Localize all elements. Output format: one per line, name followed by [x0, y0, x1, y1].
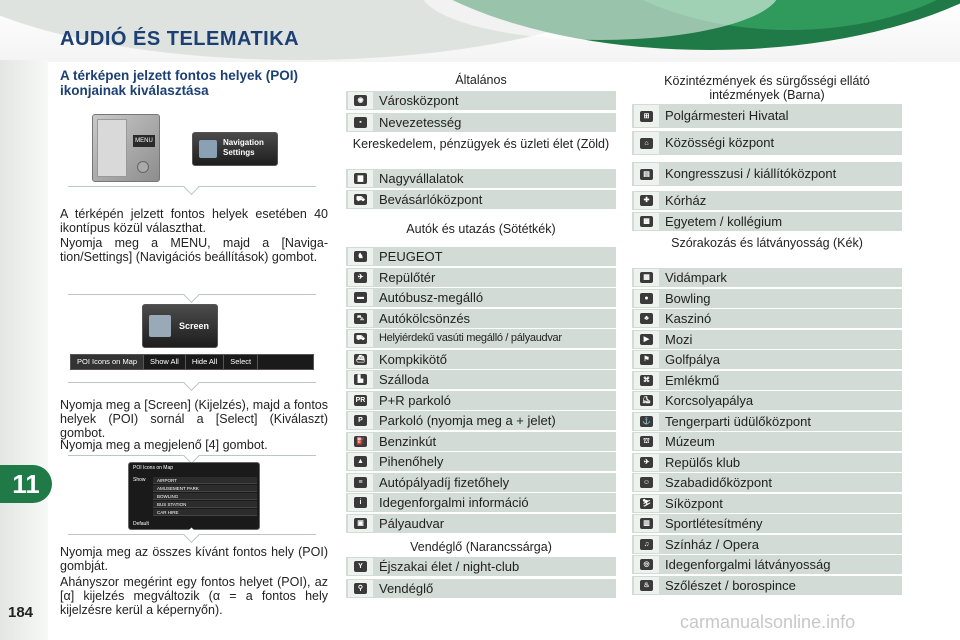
poi-category-row [632, 473, 902, 492]
poi-category-label: Autópályadíj fizetőhely [379, 474, 510, 490]
monument-icon: ⌘ [634, 372, 659, 389]
poi-category-row [346, 432, 616, 451]
poi-category-row [346, 288, 616, 307]
park-and-ride-icon: PR [348, 392, 373, 409]
poi-list-row: AMUSEMENT PARK [153, 485, 257, 492]
poi-category-label: Múzeum [665, 434, 715, 449]
poi-category-label: Éjszakai élet / night-club [379, 559, 520, 574]
poi-category-label: Nagyvállalatok [379, 171, 464, 186]
poi-category-label: Bowling [665, 290, 711, 306]
hospital-icon: ✚ [634, 192, 659, 209]
poi-category-label: Kórház [665, 193, 707, 208]
poi-category-label: Tengerparti üdülőközpont [665, 413, 811, 429]
nav-label-line1: Navigation [223, 138, 264, 147]
chapter-tab: 11 [0, 465, 52, 503]
watermark: carmanualsonline.info [680, 612, 856, 632]
poi-list-image [128, 462, 260, 530]
poi-category-row [346, 557, 616, 576]
poi-category-row [346, 329, 616, 348]
poi-category-label: Kongresszusi / kiállítóközpont [665, 166, 837, 181]
winery-icon: ♨ [634, 577, 659, 594]
poi-category-label: Kompkikötő [379, 351, 447, 367]
poi-category-row [632, 212, 902, 231]
cutlery-icon: ⚲ [348, 580, 373, 597]
poi-category-row [632, 162, 902, 186]
para-screen: Nyomja meg a [Screen] (Kijelzés), majd a fontos helyek (POI) sornál a [Select] (Kiválaszt) gombot. [60, 398, 328, 440]
poi-category-label: Parkoló (nyomja meg a + jelet) [379, 413, 556, 428]
community-centre-icon: ⌂ [634, 132, 659, 154]
poi-category-row [632, 289, 902, 308]
casino-icon: ♣ [634, 310, 659, 327]
poi-category-label: Repülős klub [665, 454, 741, 470]
para-toggle: Ahányszor megérint egy fontos helyet (POI), az [α] kijelzés megváltozik (α = a fontos hely kijelzésre kerül a képernyőn). [60, 575, 328, 617]
poi-category-label: Helyiérdekű vasúti megálló / pályaudvar [379, 332, 562, 344]
university-icon: ▩ [634, 213, 659, 230]
parking-icon: P [348, 412, 373, 429]
poi-category-row [346, 493, 616, 512]
poi-category-row [632, 309, 902, 328]
poi-category-label: Idegenforgalmi információ [379, 495, 529, 510]
poi-category-label: Autóbusz-megálló [379, 290, 484, 305]
poi-category-row [632, 131, 902, 155]
head-unit-image [92, 114, 160, 182]
ferry-icon: ⛴ [348, 351, 373, 368]
hide-all-label: Hide All [186, 355, 224, 369]
poi-category-label: Emlékmű [665, 372, 720, 388]
poi-category-row [632, 412, 902, 431]
cocktail-icon: Y [348, 558, 373, 575]
peugeot-lion-icon: ♞ [348, 248, 373, 265]
category-restaurants-heading: Vendéglő (Narancssárga) [410, 540, 552, 554]
poi-category-row [632, 191, 902, 210]
poi-category-label: Vendéglő [379, 581, 434, 596]
ice-skating-icon: ⛸ [634, 392, 659, 409]
poi-category-row [346, 247, 616, 266]
para-intro: A térképén jelzett fontos helyek esetében 40 ikontípus közül választhat. [60, 207, 328, 235]
poi-category-label: Sportlétesítmény [665, 516, 763, 531]
theatre-icon: ♫ [634, 536, 659, 553]
screen-button-image [142, 304, 218, 348]
divider [68, 382, 316, 392]
poi-list-row: AIRPORT [153, 477, 257, 484]
marina-icon: ⚓ [634, 413, 659, 430]
poi-list-row: CAR HIRE [153, 509, 257, 516]
poi-category-label: Golfpálya [665, 352, 720, 367]
poi-category-label: Szálloda [379, 372, 429, 387]
poi-list-show: Show [133, 477, 146, 483]
car-rental-icon: ⛍ [348, 310, 373, 327]
poi-list-row: BUS STATION [153, 501, 257, 508]
poi-category-row [632, 555, 902, 574]
cinema-icon: ▶ [634, 331, 659, 348]
amusement-park-icon: ▦ [634, 269, 659, 286]
left-band [0, 60, 48, 640]
category-public-heading: Közintézmények és sürgősségi ellátó intézmények (Barna) [664, 74, 870, 102]
poi-category-label: P+R parkoló [379, 392, 451, 408]
show-all-label: Show All [144, 355, 186, 369]
poi-category-row [346, 391, 616, 410]
city-center-icon: ◉ [348, 92, 373, 109]
poi-category-label: Nevezetesség [379, 115, 462, 130]
fuel-pump-icon: ⛽ [348, 433, 373, 450]
poi-category-row [346, 91, 616, 110]
category-leisure-heading: Szórakozás és látványosság (Kék) [671, 236, 863, 250]
poi-category-row [346, 370, 616, 389]
poi-category-row [346, 309, 616, 328]
hotel-bed-icon: ▙ [348, 371, 373, 388]
poi-category-label: Szabadidőközpont [665, 475, 772, 490]
settings-icon [199, 140, 217, 158]
airplane-icon: ✈ [348, 269, 373, 286]
poi-category-label: Bevásárlóközpont [379, 192, 483, 207]
shopping-cart-icon: ⛟ [348, 191, 373, 208]
poi-category-row [346, 514, 616, 533]
category-general-heading: Általános [455, 73, 507, 87]
poi-category-label: Polgármesteri Hivatal [665, 108, 789, 123]
tourist-attraction-icon: ◎ [634, 556, 659, 573]
divider [68, 186, 316, 196]
section-heading: A térképen jelzett fontos helyek (POI) ikonjainak kiválasztása [60, 68, 299, 98]
flying-club-icon: ✈ [634, 454, 659, 471]
poi-category-row [632, 104, 902, 128]
screen-label: Screen [179, 321, 210, 331]
company-icon: ▆ [348, 170, 373, 187]
knob-icon [137, 161, 149, 173]
poi-category-row [346, 473, 616, 492]
toll-icon: ≡ [348, 474, 373, 491]
train-station-icon: ▣ [348, 515, 373, 532]
poi-list-row: BOWLING [153, 493, 257, 500]
poi-category-label: PEUGEOT [379, 249, 443, 264]
poi-category-row [632, 453, 902, 472]
ski-icon: ⛷ [634, 495, 659, 512]
poi-category-label: Síközpont [665, 495, 723, 511]
poi-category-row [346, 350, 616, 369]
poi-category-label: Vidámpark [665, 270, 727, 285]
poi-category-label: Mozi [665, 331, 693, 347]
poi-category-row [346, 113, 616, 132]
poi-category-row [346, 268, 616, 287]
landmark-icon: ▪ [348, 114, 373, 131]
nav-label-line2: Settings [223, 148, 255, 157]
select-label: Select [224, 355, 258, 369]
para-select-all: Nyomja meg az összes kívánt fontos hely (POI) gombját. [60, 545, 328, 573]
train-icon: ⛟ [348, 330, 373, 347]
info-icon: i [348, 494, 373, 511]
poi-category-label: Korcsolyapálya [665, 393, 754, 408]
sports-complex-icon: ▥ [634, 515, 659, 532]
poi-category-row [632, 391, 902, 410]
poi-category-row [632, 350, 902, 369]
poi-category-label: Színház / Opera [665, 536, 759, 552]
poi-category-label: Autókölcsönzés [379, 310, 471, 326]
poi-bar-title: POI Icons on Map [71, 355, 144, 369]
poi-category-row [346, 452, 616, 471]
poi-category-row [632, 494, 902, 513]
poi-list-title: POI Icons on Map [133, 465, 174, 471]
navigation-settings-button-image [192, 132, 278, 166]
poi-category-label: Kaszinó [665, 311, 712, 326]
page-title: AUDIÓ ÉS TELEMATIKA [60, 28, 300, 50]
poi-list-default: Default [133, 521, 149, 527]
rest-area-icon: ▲ [348, 453, 373, 470]
poi-category-row [632, 330, 902, 349]
poi-category-row [346, 169, 616, 188]
leisure-centre-icon: ☺ [634, 474, 659, 491]
poi-category-row [632, 371, 902, 390]
poi-category-label: Pihenőhely [379, 454, 444, 469]
city-hall-icon: ⊞ [634, 105, 659, 127]
screen-icon [149, 315, 171, 337]
para-menu: Nyomja meg a MENU, majd a [Naviga-tion/Settings] (Navigációs beállítások) gombot. [60, 236, 328, 264]
category-commerce-heading: Kereskedelem, pénzügyek és üzleti élet (Zöld) [352, 137, 610, 151]
poi-category-label: Benzinkút [379, 433, 437, 449]
divider [68, 294, 316, 304]
page-number: 184 [8, 604, 34, 621]
menu-button-label: MENU [133, 135, 155, 147]
poi-category-label: Idegenforgalmi látványosság [665, 557, 831, 572]
poi-category-label: Városközpont [379, 93, 459, 108]
poi-category-row [346, 190, 616, 209]
poi-category-row [632, 268, 902, 287]
poi-category-label: Közösségi központ [665, 135, 775, 150]
bus-icon: ▬ [348, 289, 373, 306]
poi-icons-bar-image [70, 354, 314, 370]
poi-category-label: Pályaudvar [379, 515, 445, 531]
poi-category-row [632, 514, 902, 533]
museum-icon: ⛫ [634, 433, 659, 450]
poi-category-row [632, 535, 902, 554]
poi-category-row [632, 576, 902, 595]
poi-category-row [346, 411, 616, 430]
poi-category-label: Repülőtér [379, 269, 436, 285]
category-cars-heading: Autók és utazás (Sötétkék) [406, 222, 556, 236]
convention-centre-icon: ▤ [634, 163, 659, 185]
golf-icon: ⚑ [634, 351, 659, 368]
poi-category-row [632, 432, 902, 451]
poi-category-row [346, 579, 616, 598]
poi-category-label: Egyetem / kollégium [665, 214, 783, 229]
bowling-icon: ● [634, 290, 659, 307]
poi-category-label: Szőlészet / borospince [665, 577, 796, 593]
para-four: Nyomja meg a megjelenő [4] gombot. [60, 438, 268, 452]
divider [68, 534, 316, 544]
